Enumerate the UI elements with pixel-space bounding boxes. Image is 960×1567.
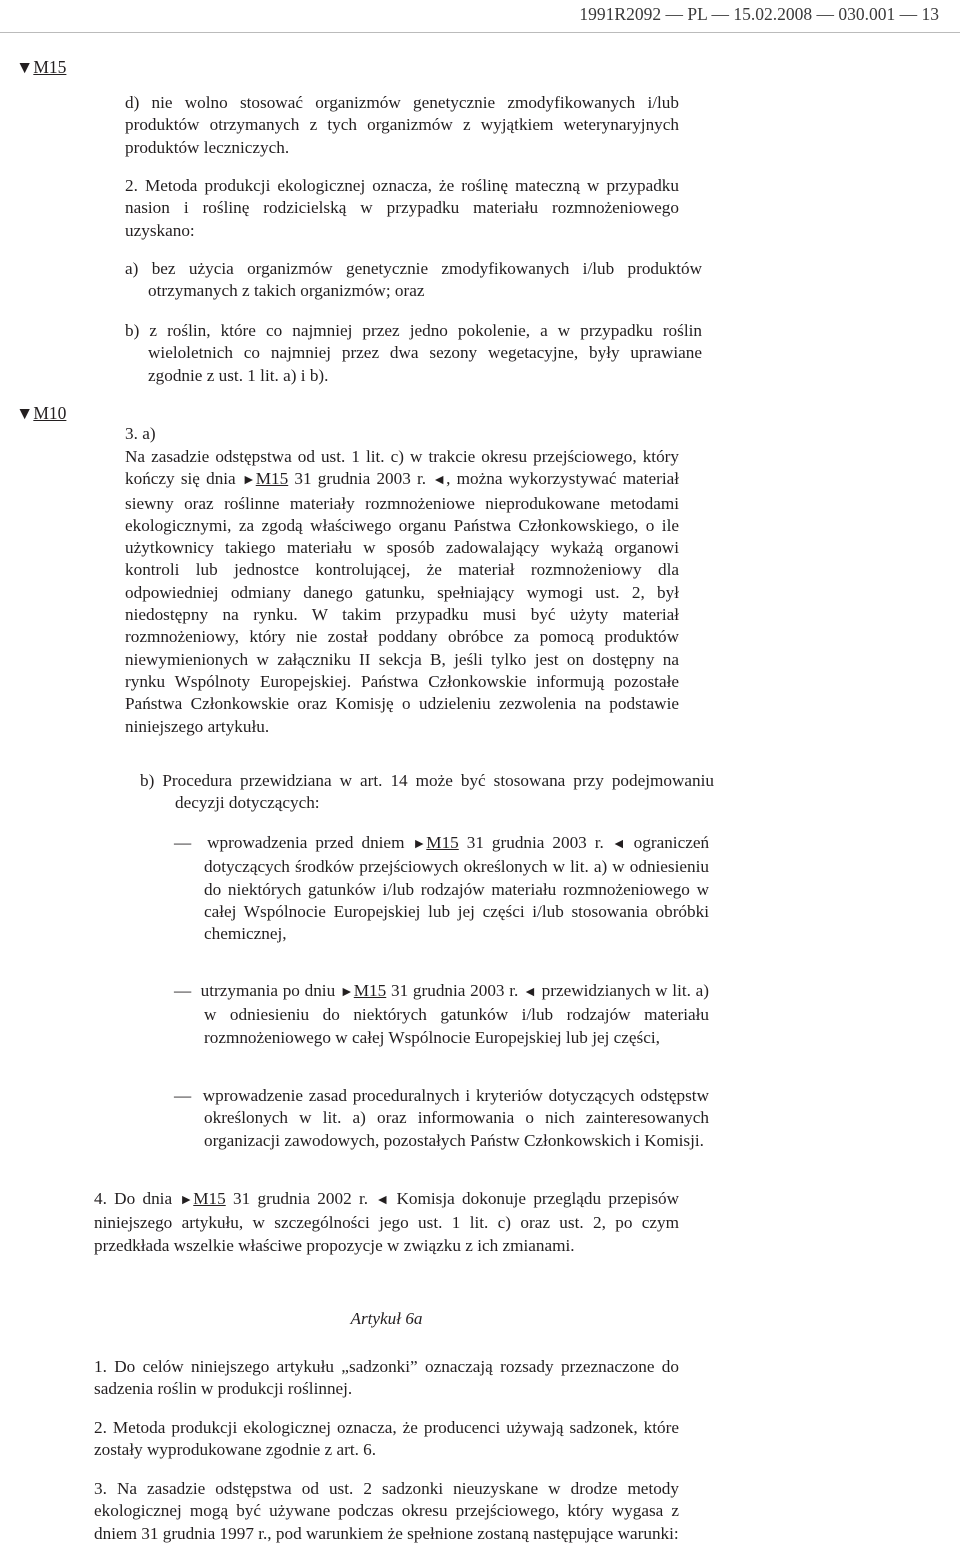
text: Na zasadzie odstępstwa od ust. 1 lit. c) w trakcie okresu przejściowego, który kończy się dnia xyxy=(125,447,679,489)
amendment-marker-m15: ▼M15 xyxy=(16,57,67,77)
amendment-ref[interactable]: M15 xyxy=(255,469,289,489)
text: wprowadzenia przed dniem xyxy=(207,833,405,852)
paragraph-2a: a) bez użycia organizmów genetycznie zmodyfikowanych i/lub produktów otrzymanych z takich organizmów; oraz xyxy=(125,259,702,301)
amendment-start-icon: ► xyxy=(339,985,354,1000)
amendment-end-icon: ◄ xyxy=(523,985,537,1000)
page-header: 1991R2092 — PL — 15.02.2008 — 030.001 — 13 xyxy=(579,4,939,24)
article-6a-paragraph-2: 2. Metoda produkcji ekologicznej oznacza, że producenci używają sadzonek, które zostały wyprodukowane zgodnie z art. 6. xyxy=(94,1418,679,1460)
text: Komisja dokonuje przeglądu przepisów niniejszego artykułu, w szczególności jego ust. 1 lit. c) oraz ust. 2, po czym przedkłada wszelkie właściwe propozycje w związku z ich zmianami. xyxy=(94,1189,680,1255)
date: 31 grudnia 2003 r. xyxy=(390,981,519,1000)
article-title: Artykuł 6a xyxy=(350,1309,423,1328)
text: przewidzianych w lit. a) w odniesieniu do niektórych gatunków i/lub rodzajów materiału rozmnożeniowego w całej Wspólnocie Europejskiej lub jej części, xyxy=(204,981,710,1047)
paragraph-4 xyxy=(94,1188,679,1257)
paragraph-3-number: 3. a) xyxy=(125,424,156,443)
text: ograniczeń dotyczących środków przejściowych określonych w lit. a) w odniesieniu do niektórych gatunków i/lub rodzajów materiału rozmnożeniowego w całej Wspólnocie Europejskiej lub jej części i/lub stosowania obróbki chemicznej, xyxy=(204,833,710,944)
amendment-ref[interactable]: M15 xyxy=(193,1189,226,1208)
text: , można wykorzystywać materiał siewny oraz roślinne materiały rozmnożeniowe nieprodukowane metodami ekologicznymi, za zgodą właściwego organu Państwa Członkowskiego, o ile użytkownicy takiego materiału w sposób zadowalający wykażą organowi kontroli lub jednostce kontrolującej, że materiał rozmnożeniowy dla odpowiedniej odmiany danego gatunku, spełniający wymogi ust. 2, był niedostępny na rynku. W takim przypadku musi być użyty materiał rozmnożeniowy, który nie został poddany obróbce za pomocą produktów niewymienionych w załączniku II sekcja B, jeśli tylko jest on dostępny na rynku Wspólnoty Europejskiej. Państwa Członkowskie informują pozostałe Państwa Członkowskie oraz Komisję o udzieleniu zezwolenia na podstawie niniejszego artykułu. xyxy=(125,469,679,736)
dash-item-1: — wprowadzenia przed dniem ►M15 31 grudnia 2003 r. ◄ ograniczeń dotyczących środków przejściowych określonych w lit. a) w odniesieniu do niektórych gatunków i/lub rodzajów materiału rozmnożeniowego w całej Wspólnocie Europejskiej lub jej części i/lub stosowania obróbki chemicznej, xyxy=(174,833,710,944)
marker-label[interactable]: M15 xyxy=(33,57,67,77)
amendment-marker-m10: ▼M10 xyxy=(16,403,67,423)
amendment-start-icon: ► xyxy=(241,473,256,489)
paragraph-d: d) nie wolno stosować organizmów genetycznie zmodyfikowanych i/lub produktów otrzymanych z tych organizmów z wyjątkiem weterynaryjnych produktów leczniczych. xyxy=(125,93,679,157)
dash-item-2: — utrzymania po dniu ►M15 31 grudnia 2003 r. ◄ przewidzianych w lit. a) w odniesieniu do niektórych gatunków i/lub rodzajów materiału rozmnożeniowego w całej Wspólnocie Europejskiej lub jej części, xyxy=(174,981,710,1047)
marker-label[interactable]: M10 xyxy=(33,403,67,423)
amendment-end-icon: ◄ xyxy=(432,473,447,489)
amendment-ref[interactable]: M15 xyxy=(353,981,387,1000)
amendment-end-icon: ◄ xyxy=(611,837,626,852)
paragraph-2: 2. Metoda produkcji ekologicznej oznacza, że roślinę mateczną w przypadku nasion i roślinę rodzicielską w przypadku materiału rozmnożeniowego uzyskano: xyxy=(125,176,679,240)
text: utrzymania po dniu xyxy=(200,981,336,1000)
amendment-end-icon: ◄ xyxy=(375,1193,390,1208)
text: wprowadzenie zasad proceduralnych i kryteriów dotyczących odstępstw określonych w lit. a) oraz informowania o nich zainteresowanych organizacji zawodowych, pozostałych Państw Członkowskich i Komisji. xyxy=(202,1086,709,1150)
amendment-start-icon: ► xyxy=(179,1193,194,1208)
paragraph-3a xyxy=(125,446,679,738)
paragraph-2b: b) z roślin, które co najmniej przez jedno pokolenie, a w przypadku roślin wieloletnich co najmniej przez dwa sezony wegetacyjne, były uprawiane zgodnie z ust. 1 lit. a) i b). xyxy=(125,321,702,385)
paragraph-3b: b) Procedura przewidziana w art. 14 może być stosowana przy podejmowaniu decyzji dotyczących: xyxy=(140,771,714,813)
amendment-ref[interactable]: M15 xyxy=(426,833,459,852)
date: 31 grudnia 2003 r. xyxy=(466,833,604,852)
date: 31 grudnia 2003 r. xyxy=(294,469,427,489)
dash-item-3: — wprowadzenie zasad proceduralnych i kryteriów dotyczących odstępstw określonych w lit. a) oraz informowania o nich zainteresowanych organizacji zawodowych, pozostałych Państw Członkowskich i Komisji. xyxy=(174,1086,709,1150)
date: 31 grudnia 2002 r. xyxy=(233,1189,369,1208)
article-6a-paragraph-3: 3. Na zasadzie odstępstwa od ust. 2 sadzonki nieuzyskane w drodze metody ekologicznej mogą być używane podczas okresu przejściowego, który wygasa z dniem 31 grudnia 1997 r., pod warunkiem że spełnione zostaną następujące warunki: xyxy=(94,1479,679,1543)
article-6a-paragraph-1: 1. Do celów niniejszego artykułu „sadzonki” oznaczają rozsady przeznaczone do sadzenia roślin w produkcji roślinnej. xyxy=(94,1357,679,1399)
header-divider xyxy=(0,32,960,33)
amendment-start-icon: ► xyxy=(412,837,427,852)
text: 4. Do dnia xyxy=(94,1189,173,1208)
